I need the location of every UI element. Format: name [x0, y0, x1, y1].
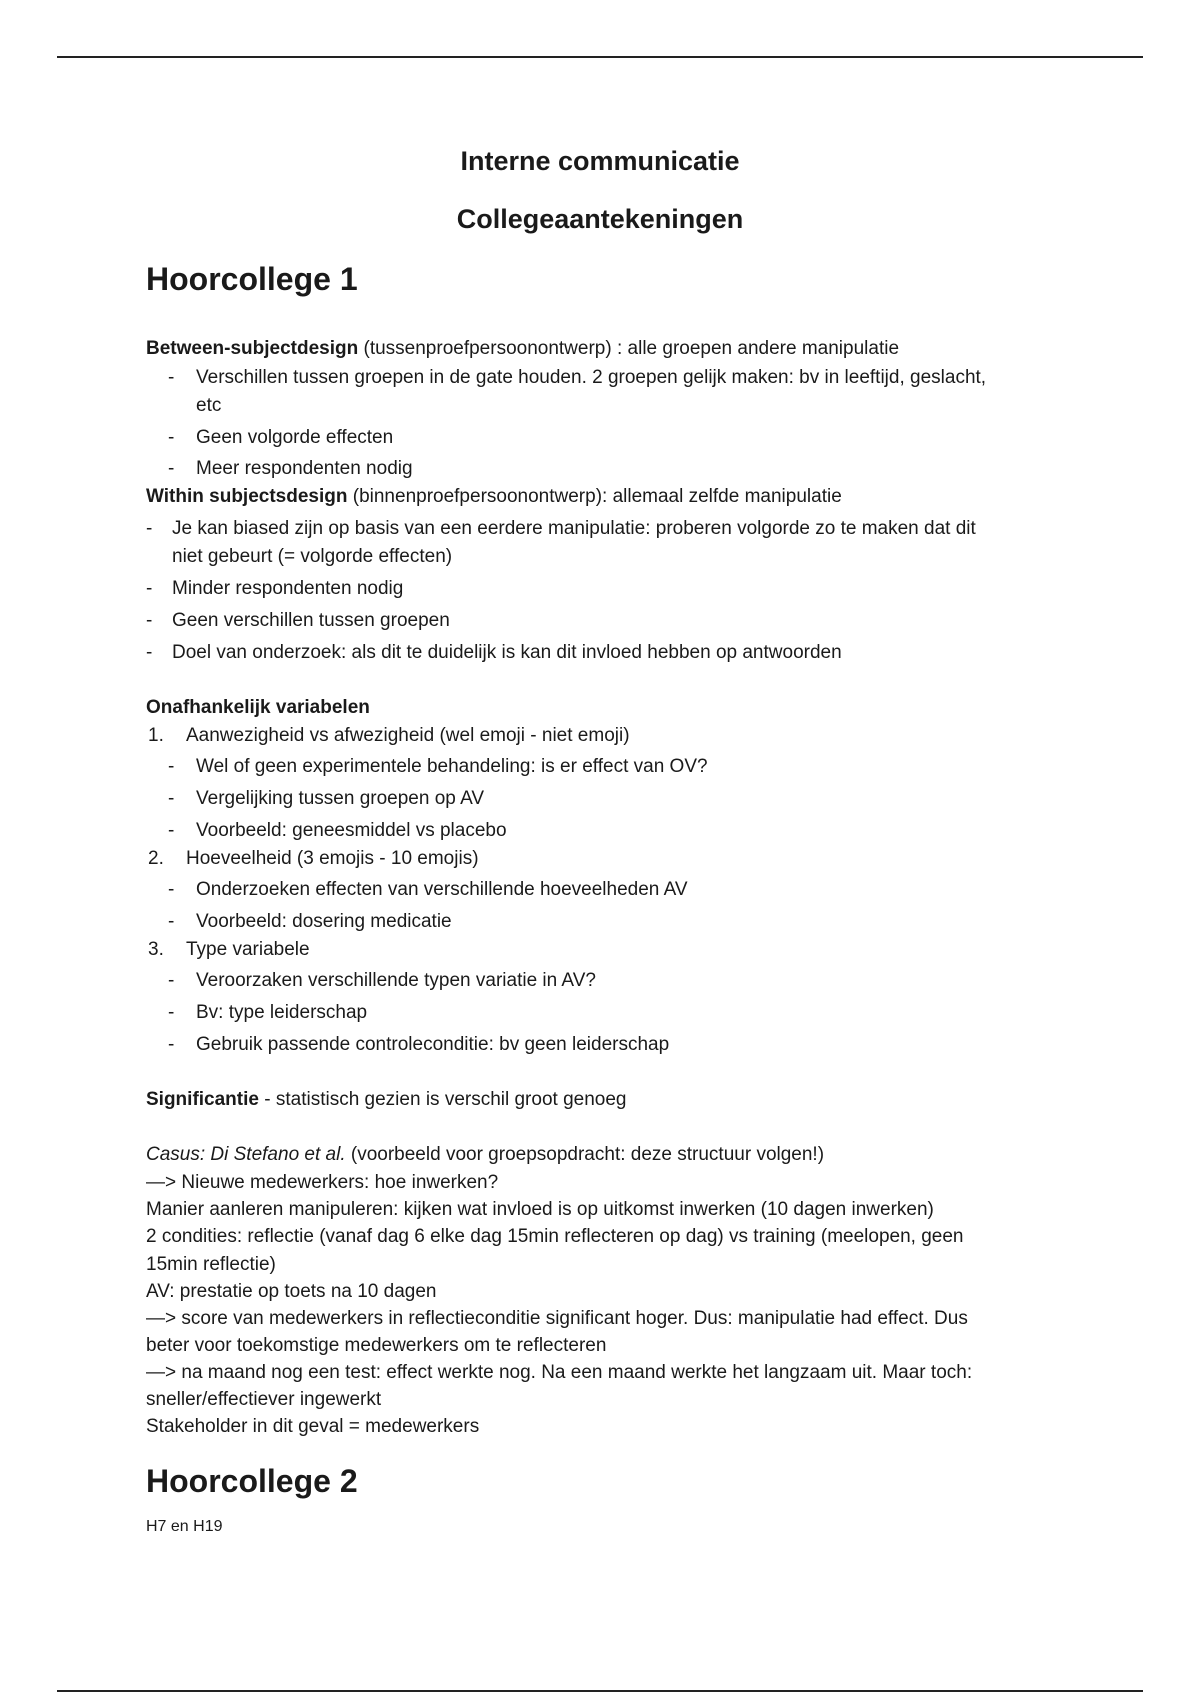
casus-line-3-cont: 15min reflectie) [146, 1254, 276, 1275]
bullet-dash: - [168, 427, 175, 448]
bullet-dash: - [168, 1034, 175, 1055]
bullet-dash: - [168, 367, 175, 388]
between-bullet-1-cont: etc [196, 395, 222, 416]
casus-line-7: Stakeholder in dit geval = medewerkers [146, 1416, 480, 1437]
significantie-rest: - statistisch gezien is verschil groot genoeg [258, 1089, 627, 1110]
bullet-dash: - [168, 458, 175, 479]
within-term: Within subjectsdesign [146, 486, 348, 507]
casus-italic: Casus: Di Stefano et al. [146, 1144, 346, 1165]
casus-line-5: —> score van medewerkers in reflectieconditie significant hoger. Dus: manipulatie had effect. Dus [146, 1308, 968, 1329]
within-bullet-1: Je kan biased zijn op basis van een eerdere manipulatie: proberen volgorde zo te maken dat dit [172, 518, 976, 539]
within-bullet-2: Minder respondenten nodig [172, 578, 404, 599]
heading-hoorcollege-1: Hoorcollege 1 [146, 261, 358, 297]
between-rest: (tussenproefpersoonontwerp) : alle groepen andere manipulatie [358, 338, 900, 359]
casus-line-4: AV: prestatie op toets na 10 dagen [146, 1281, 437, 1302]
bottom-rule [57, 1690, 1143, 1692]
casus-line-3: 2 condities: reflectie (vanaf dag 6 elke dag 15min reflecteren op dag) vs training (meelopen, geen [146, 1226, 964, 1247]
within-line [146, 483, 842, 511]
within-bullet-1-cont: niet gebeurt (= volgorde effecten) [172, 546, 453, 567]
bullet-dash: - [168, 756, 175, 777]
onafh-item-1: Aanwezigheid vs afwezigheid (wel emoji - niet emoji) [186, 725, 630, 746]
within-bullet-3: Geen verschillen tussen groepen [172, 610, 450, 631]
list-number: 2. [148, 848, 164, 869]
casus-line-5-cont: beter voor toekomstige medewerkers om te reflecteren [146, 1335, 607, 1356]
list-number: 3. [148, 939, 164, 960]
between-bullet-3: Meer respondenten nodig [196, 458, 413, 479]
top-rule [57, 56, 1143, 58]
bullet-dash: - [146, 610, 153, 631]
significantie-term: Significantie [146, 1089, 259, 1110]
onafh-item-3-bullet-1: Veroorzaken verschillende typen variatie in AV? [196, 970, 596, 991]
onafh-item-1-bullet-3: Voorbeeld: geneesmiddel vs placebo [196, 820, 507, 841]
within-rest: (binnenproefpersoonontwerp): allemaal zelfde manipulatie [347, 486, 842, 507]
between-line [146, 335, 899, 363]
bullet-dash: - [146, 642, 153, 663]
onafh-item-2-bullet-2: Voorbeeld: dosering medicatie [196, 911, 452, 932]
between-bullet-2: Geen volgorde effecten [196, 427, 394, 448]
bullet-dash: - [168, 788, 175, 809]
bullet-dash: - [168, 820, 175, 841]
casus-line [146, 1141, 824, 1169]
casus-rest: (voorbeeld voor groepsopdracht: deze structuur volgen!) [345, 1144, 825, 1165]
document-title: Interne communicatie [460, 146, 740, 176]
hoorcollege-2-subtext: H7 en H19 [146, 1518, 223, 1535]
document-subtitle: Collegeaantekeningen [456, 204, 744, 234]
onafh-item-3: Type variabele [186, 939, 310, 960]
onafh-item-1-bullet-1: Wel of geen experimentele behandeling: is er effect van OV? [196, 756, 708, 777]
list-number: 1. [148, 725, 164, 746]
casus-line-6-cont: sneller/effectiever ingewerkt [146, 1389, 382, 1410]
onafh-item-1-bullet-2: Vergelijking tussen groepen op AV [196, 788, 485, 809]
onafh-item-2-bullet-1: Onderzoeken effecten van verschillende hoeveelheden AV [196, 879, 688, 900]
onafh-item-3-bullet-2: Bv: type leiderschap [196, 1002, 368, 1023]
onafh-item-2: Hoeveelheid (3 emojis - 10 emojis) [186, 848, 479, 869]
significantie-line [146, 1086, 626, 1114]
within-bullet-4: Doel van onderzoek: als dit te duidelijk is kan dit invloed hebben op antwoorden [172, 642, 842, 663]
between-bullet-1: Verschillen tussen groepen in de gate houden. 2 groepen gelijk maken: bv in leeftijd, geslacht, [196, 367, 987, 388]
bullet-dash: - [146, 578, 153, 599]
bullet-dash: - [168, 1002, 175, 1023]
heading-hoorcollege-2: Hoorcollege 2 [146, 1463, 358, 1499]
casus-line-2: Manier aanleren manipuleren: kijken wat invloed is op uitkomst inwerken (10 dagen inwerken) [146, 1199, 934, 1220]
bullet-dash: - [168, 879, 175, 900]
casus-line-1: —> Nieuwe medewerkers: hoe inwerken? [146, 1172, 499, 1193]
between-term: Between-subjectdesign [146, 338, 359, 359]
onafh-heading: Onafhankelijk variabelen [146, 697, 370, 718]
bullet-dash: - [168, 970, 175, 991]
casus-line-6: —> na maand nog een test: effect werkte nog. Na een maand werkte het langzaam uit. Maar toch: [146, 1362, 973, 1383]
bullet-dash: - [168, 911, 175, 932]
onafh-item-3-bullet-3: Gebruik passende controleconditie: bv geen leiderschap [196, 1034, 670, 1055]
bullet-dash: - [146, 518, 153, 539]
